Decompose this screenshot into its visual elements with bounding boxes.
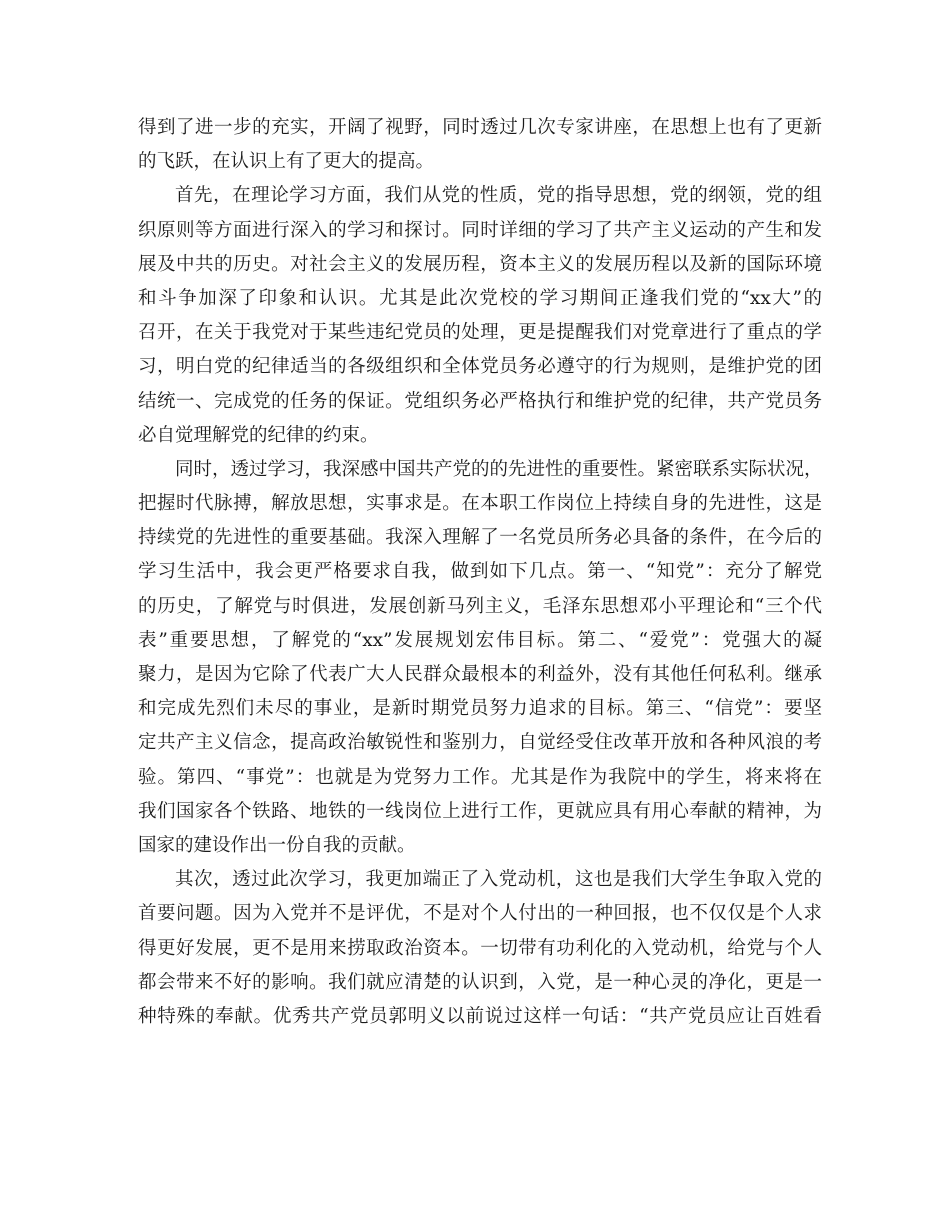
document-body (138, 111, 822, 1034)
text-line (138, 282, 822, 316)
text-line (138, 761, 822, 795)
text-line-content: 和斗争加深了印象和认识。尤其是此次党校的学习期间正逢我们党的“xx大”的 (138, 287, 822, 309)
text-line-content: 学习生活中，我会更严格要求自我，做到如下几点。第一、“知党”：充分了解党 (138, 561, 822, 583)
text-line-content: 都会带来不好的影响。我们就应清楚的认识到，入党，是一种心灵的净化，更是一 (138, 971, 822, 993)
text-line-content: 召开，在关于我党对于某些违纪党员的处理，更是提醒我们对党章进行了重点的学 (138, 322, 822, 344)
text-line (138, 350, 822, 384)
text-line-content: 同时，透过学习，我深感中国共产党的的先进性的重要性。紧密联系实际状况， (175, 458, 823, 480)
text-line (138, 829, 822, 863)
text-line (138, 521, 822, 555)
text-line (138, 248, 822, 282)
text-line-content: 结统一、完成党的任务的保证。党组织务必严格执行和维护党的纪律，共产党员务 (138, 390, 822, 412)
text-line (138, 726, 822, 760)
text-line (138, 692, 822, 726)
text-line-content: 表”重要思想，了解党的“xx”发展规划宏伟目标。第二、“爱党”：党强大的凝 (138, 629, 822, 651)
text-line (138, 658, 822, 692)
text-line (138, 487, 822, 521)
text-line (138, 624, 822, 658)
text-line-content: 的历史，了解党与时俱进，发展创新马列主义，毛泽东思想邓小平理论和“三个代 (138, 595, 822, 617)
text-line-content: 国家的建设作出一份自我的贡献。 (138, 834, 416, 856)
text-line-content: 习，明白党的纪律适当的各级组织和全体党员务必遵守的行为规则，是维护党的团 (138, 356, 822, 378)
text-line-content: 持续党的先进性的重要基础。我深入理解了一名党员所务必具备的条件，在今后的 (138, 527, 822, 549)
text-line-content: 聚力，是因为它除了代表广大人民群众最根本的利益外，没有其他任何私利。继承 (138, 664, 822, 685)
text-line (138, 590, 822, 624)
text-line (138, 214, 822, 248)
text-line (138, 419, 822, 453)
text-line (138, 111, 822, 145)
text-line (138, 145, 822, 179)
paragraph-first-line (138, 863, 822, 897)
text-line-content: 其次，透过此次学习，我更加端正了入党动机，这也是我们大学生争取入党的 (175, 869, 822, 891)
paragraph-first-line (138, 179, 822, 213)
text-line (138, 385, 822, 419)
text-line-content: 首先，在理论学习方面，我们从党的性质，党的指导思想，党的纲领，党的组 (175, 185, 822, 207)
text-line-content: 和完成先烈们未尽的事业，是新时期党员努力追求的目标。第三、“信党”：要坚 (138, 698, 822, 720)
text-line-content: 得到了进一步的充实，开阔了视野，同时透过几次专家讲座，在思想上也有了更新 (138, 117, 822, 138)
text-line (138, 795, 822, 829)
text-line-content: 首要问题。因为入党并不是评优，不是对个人付出的一种回报，也不仅仅是个人求 (138, 903, 822, 925)
text-line (138, 316, 822, 350)
text-line (138, 555, 822, 589)
text-line-content: 的飞跃，在认识上有了更大的提高。 (138, 151, 435, 173)
text-line-content: 织原则等方面进行深入的学习和探讨。同时详细的学习了共产主义运动的产生和发 (138, 219, 822, 241)
text-line-content: 把握时代脉搏，解放思想，实事求是。在本职工作岗位上持续自身的先进性，这是 (138, 493, 822, 515)
text-line-content: 定共产主义信念，提高政治敏锐性和鉴别力，自觉经受住改革开放和各种风浪的考 (138, 732, 822, 754)
text-line (138, 1000, 822, 1034)
text-line-content: 我们国家各个铁路、地铁的一线岗位上进行工作，更就应具有用心奉献的精神，为 (138, 800, 822, 822)
text-line-content: 验。第四、“事党”：也就是为党努力工作。尤其是作为我院中的学生，将来将在 (138, 766, 822, 788)
text-line-content: 展及中共的历史。对社会主义的发展历程，资本主义的发展历程以及新的国际环境 (138, 253, 822, 275)
paragraph-first-line (138, 453, 822, 487)
text-line-content: 得更好发展，更不是用来捞取政治资本。一切带有功利化的入党动机，给党与个人 (138, 937, 822, 959)
text-line (138, 966, 822, 1000)
text-line-content: 必自觉理解党的纪律的约束。 (138, 424, 379, 446)
text-line (138, 897, 822, 931)
text-line (138, 932, 822, 966)
text-line-content: 种特殊的奉献。优秀共产党员郭明义以前说过这样一句话：“共产党员应让百姓看 (138, 1005, 822, 1027)
